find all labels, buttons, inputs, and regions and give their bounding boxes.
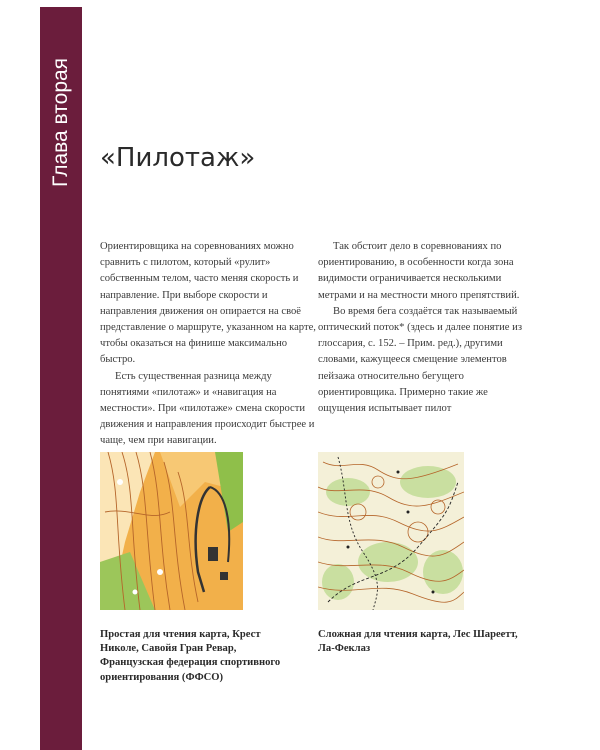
paragraph: Есть существенная разница между понятиями «пилотаж» и «навигация на местности». При «пилотаже» смена скорости движения и направления происходит быстрее и чаще, чем при навигации. xyxy=(100,370,315,447)
map-caption-difficult: Сложная для чтения карта, Лес Шареетт, Ла-Феклаз xyxy=(318,629,518,655)
text-column-right xyxy=(318,239,528,417)
paragraph: Так обстоит дело в соревнованиях по ориентированию, в особенности когда зона видимости ограничивается несколькими метрами и на местности много препятствий. xyxy=(318,241,520,301)
map-caption-easy: Простая для чтения карта, Крест Николе, Савойя Гран Ревар, Французская федерация спортивного ориентирования (ФФСО) xyxy=(100,629,281,683)
paragraph: Ориентировщика на соревнованиях можно сравнить с пилотом, который «рулит» собственным телом, часто меняя скорость и направление. При выборе скорости и направления движения он опирается на своё представление о маршруте, указанном на карте, чтобы оказаться на финише максимально быстро. xyxy=(100,241,316,366)
orienteering-map-difficult xyxy=(318,452,464,610)
section-title: «Пилотаж» xyxy=(100,143,256,173)
orienteering-map-easy xyxy=(100,452,243,610)
map-image-difficult xyxy=(318,452,464,610)
chapter-label: Глава вторая xyxy=(49,57,72,187)
text-column-left xyxy=(100,239,318,450)
chapter-sidebar xyxy=(40,7,82,750)
paragraph: Во время бега создаётся так называемый оптический поток* (здесь и далее понятие из глоссария, с. 152. – Прим. ред.), другими словами, кажущееся смещение элементов пейзажа относительно бегущего ориентировщика. Примерно такие же ощущения испытывает пилот xyxy=(318,305,523,415)
map-image-easy xyxy=(100,452,243,610)
